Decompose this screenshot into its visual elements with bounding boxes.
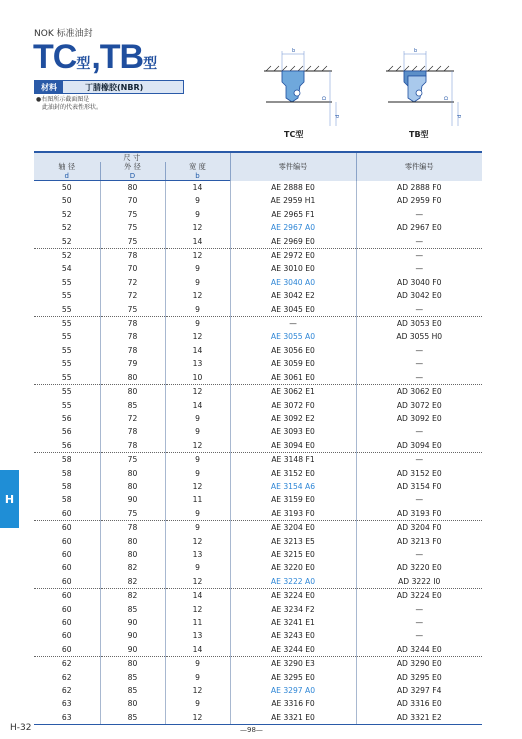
table-row xyxy=(34,575,482,589)
dim-D-label: D xyxy=(444,96,450,100)
cell-part-no-tc: — xyxy=(230,317,356,331)
table-row xyxy=(34,684,482,697)
cell-shaft-dia: 55 xyxy=(61,332,72,342)
cell-part-no-tb: — xyxy=(356,371,482,385)
cell-shaft-dia: 58 xyxy=(61,481,72,491)
cell-shaft-dia: 56 xyxy=(61,440,72,450)
table-row xyxy=(34,535,482,548)
cell-part-no-tb: AD 3297 F4 xyxy=(356,684,482,697)
col-header-width: 宽 度 b xyxy=(165,162,230,181)
cell-outer-dia: 75 xyxy=(100,507,165,521)
cell-part-no-tc: AE 3290 E3 xyxy=(230,657,356,671)
cell-shaft-dia: 58 xyxy=(34,453,100,467)
cell-part-no-tc: AE 3092 E2 xyxy=(230,412,356,425)
cell-part-no-tc: AE 3215 E0 xyxy=(230,548,356,561)
cell-outer-dia: 75 xyxy=(100,208,165,221)
cell-part-no-tb: AD 3321 E2 xyxy=(356,711,482,725)
material-label: 材料 xyxy=(35,81,63,93)
table-row xyxy=(34,629,482,642)
cell-width: 9 xyxy=(165,425,230,438)
cell-part-no-tb: — xyxy=(356,453,482,467)
cell-part-no-tb: AD 3316 E0 xyxy=(356,697,482,710)
cell-outer-dia: 78 xyxy=(100,249,165,263)
cell-outer-dia: 80 xyxy=(100,371,165,385)
cell-width: 12 xyxy=(165,289,230,302)
dim-b-label: b xyxy=(414,48,418,54)
col-header-outer-dia: 外 径 D xyxy=(100,162,165,181)
cell-outer-dia: 80 xyxy=(100,467,165,480)
table-row xyxy=(34,589,482,603)
cell-part-no-tc: AE 3045 E0 xyxy=(230,303,356,317)
cell-part-no-tc: AE 3042 E2 xyxy=(230,289,356,302)
cell-part-no-tc: AE 3094 E0 xyxy=(230,439,356,453)
cell-part-no-tc: AE 2888 E0 xyxy=(230,181,356,195)
table-row xyxy=(34,208,482,221)
section-tab: H xyxy=(0,470,19,528)
table-row xyxy=(34,643,482,657)
cell-part-no-tb: — xyxy=(356,262,482,275)
cell-width: 9 xyxy=(165,208,230,221)
col-header-part-no-tc: 零件编号 xyxy=(230,152,356,181)
note-line: 此油封的代表性形状。 xyxy=(36,104,103,111)
cell-width: 11 xyxy=(165,616,230,629)
cell-width: 12 xyxy=(165,480,230,493)
table-row xyxy=(34,317,482,331)
cell-part-no-tc: AE 3062 E1 xyxy=(230,385,356,399)
cell-shaft-dia: 55 xyxy=(61,372,72,382)
cell-outer-dia: 80 xyxy=(100,480,165,493)
dim-b-label: b xyxy=(292,48,296,54)
cell-part-no-tb: AD 3222 I0 xyxy=(356,575,482,589)
cell-part-no-tb: AD 3042 E0 xyxy=(356,289,482,302)
cell-width: 12 xyxy=(165,249,230,263)
cell-shaft-dia: 55 xyxy=(61,291,72,301)
table-row xyxy=(34,385,482,399)
cell-outer-dia: 90 xyxy=(100,643,165,657)
table-row xyxy=(34,181,482,195)
cell-shaft-dia: 60 xyxy=(61,604,72,614)
table-row xyxy=(34,657,482,671)
table-row xyxy=(34,344,482,357)
cell-outer-dia: 90 xyxy=(100,493,165,506)
cell-shaft-dia: 60 xyxy=(61,644,72,654)
cell-width: 13 xyxy=(165,548,230,561)
cell-part-no-tb: AD 3053 E0 xyxy=(356,317,482,331)
cell-outer-dia: 80 xyxy=(100,181,165,195)
cell-part-no-tc: AE 3244 E0 xyxy=(230,643,356,657)
table-row xyxy=(34,711,482,725)
cell-outer-dia: 70 xyxy=(100,194,165,207)
cell-part-no-tb: — xyxy=(356,425,482,438)
title-part: 型 xyxy=(76,56,91,72)
cell-part-no-tb: AD 3055 H0 xyxy=(356,330,482,343)
cell-outer-dia: 80 xyxy=(100,535,165,548)
cell-part-no-tb: — xyxy=(356,249,482,263)
cell-part-no-tb: AD 3062 E0 xyxy=(356,385,482,399)
cell-width: 12 xyxy=(165,575,230,589)
cell-outer-dia: 90 xyxy=(100,629,165,642)
cell-width: 12 xyxy=(165,535,230,548)
cell-part-no-tc: AE 3234 F2 xyxy=(230,603,356,616)
cell-width: 9 xyxy=(165,303,230,317)
cell-outer-dia: 82 xyxy=(100,561,165,574)
cell-shaft-dia: 52 xyxy=(61,236,72,246)
cell-part-no-tb: — xyxy=(356,344,482,357)
dim-d-label: d xyxy=(335,114,341,118)
cell-part-no-tb: AD 3244 E0 xyxy=(356,643,482,657)
cell-part-no-tc: AE 2967 A0 xyxy=(230,221,356,234)
cell-shaft-dia: 60 xyxy=(61,536,72,546)
cell-part-no-tc: AE 3148 F1 xyxy=(230,453,356,467)
cell-shaft-dia: 52 xyxy=(61,223,72,233)
table-row xyxy=(34,262,482,275)
page-title xyxy=(33,37,158,77)
cell-shaft-dia: 62 xyxy=(61,672,72,682)
cell-outer-dia: 85 xyxy=(100,684,165,697)
title-part: TC xyxy=(33,38,77,76)
cell-part-no-tb: AD 3204 F0 xyxy=(356,521,482,535)
top-label: NOK 标准油封 xyxy=(34,29,93,39)
cell-part-no-tb: AD 3152 E0 xyxy=(356,467,482,480)
cell-width: 9 xyxy=(165,507,230,521)
notes xyxy=(36,96,102,112)
cell-width: 14 xyxy=(165,235,230,249)
cell-outer-dia: 78 xyxy=(100,425,165,438)
cell-shaft-dia: 60 xyxy=(61,631,72,641)
table-row xyxy=(34,235,482,249)
table-row xyxy=(34,371,482,385)
cell-outer-dia: 72 xyxy=(100,289,165,302)
table-row xyxy=(34,439,482,453)
cell-shaft-dia: 63 xyxy=(34,711,100,725)
cell-width: 9 xyxy=(165,453,230,467)
cell-width: 14 xyxy=(165,643,230,657)
cell-shaft-dia: 62 xyxy=(34,657,100,671)
material-value: 丁腈橡胶(NBR) xyxy=(63,81,183,93)
cell-part-no-tb: — xyxy=(356,629,482,642)
cell-shaft-dia: 50 xyxy=(61,196,72,206)
cell-part-no-tb: AD 3290 E0 xyxy=(356,657,482,671)
cell-width: 9 xyxy=(165,521,230,535)
cell-outer-dia: 82 xyxy=(100,575,165,589)
cell-part-no-tb: AD 3213 F0 xyxy=(356,535,482,548)
cell-part-no-tb: — xyxy=(356,548,482,561)
cell-width: 12 xyxy=(165,711,230,725)
cell-part-no-tc: AE 3059 E0 xyxy=(230,357,356,370)
cell-part-no-tc: AE 3224 E0 xyxy=(230,589,356,603)
col-header-part-no-tb: 零件编号 xyxy=(356,152,482,181)
cell-part-no-tc: AE 3010 E0 xyxy=(230,262,356,275)
cell-shaft-dia: 60 xyxy=(61,508,72,518)
cell-outer-dia: 78 xyxy=(100,344,165,357)
cell-part-no-tc: AE 3204 E0 xyxy=(230,521,356,535)
cell-part-no-tb: AD 2959 F0 xyxy=(356,194,482,207)
cell-outer-dia: 78 xyxy=(100,521,165,535)
col-header-shaft-dia: 轴 径 d xyxy=(34,162,100,181)
cell-shaft-dia: 63 xyxy=(61,699,72,709)
cell-outer-dia: 79 xyxy=(100,357,165,370)
cell-outer-dia: 82 xyxy=(100,589,165,603)
cell-outer-dia: 85 xyxy=(100,671,165,684)
cell-part-no-tc: AE 3056 E0 xyxy=(230,344,356,357)
table-row xyxy=(34,561,482,574)
table-row xyxy=(34,480,482,493)
cell-outer-dia: 75 xyxy=(100,235,165,249)
cell-width: 10 xyxy=(165,371,230,385)
cell-width: 9 xyxy=(165,561,230,574)
cell-part-no-tb: AD 3092 E0 xyxy=(356,412,482,425)
table-row xyxy=(34,425,482,438)
table-row xyxy=(34,221,482,234)
cell-width: 12 xyxy=(165,684,230,697)
table-row xyxy=(34,603,482,616)
cell-shaft-dia: 55 xyxy=(34,317,100,331)
cell-width: 13 xyxy=(165,629,230,642)
cell-part-no-tc: AE 3072 F0 xyxy=(230,399,356,412)
tb-cross-section-figure xyxy=(384,46,464,126)
cell-shaft-dia: 55 xyxy=(61,359,72,369)
cell-part-no-tb: AD 3193 F0 xyxy=(356,507,482,521)
dim-d-label: d xyxy=(457,114,463,118)
cell-outer-dia: 85 xyxy=(100,711,165,725)
page-number-left: H-32 xyxy=(10,723,32,733)
cell-width: 9 xyxy=(165,697,230,710)
cell-part-no-tb: AD 3220 E0 xyxy=(356,561,482,574)
cell-outer-dia: 75 xyxy=(100,221,165,234)
cell-width: 9 xyxy=(165,262,230,275)
table-row xyxy=(34,697,482,710)
cell-width: 9 xyxy=(165,276,230,289)
page-number-center: —98— xyxy=(240,726,263,734)
cell-part-no-tc: AE 2959 H1 xyxy=(230,194,356,207)
cell-part-no-tc: AE 3321 E0 xyxy=(230,711,356,725)
table-row xyxy=(34,330,482,343)
cell-part-no-tc: AE 3213 E5 xyxy=(230,535,356,548)
cell-width: 9 xyxy=(165,194,230,207)
title-part: 型 xyxy=(143,56,158,72)
table-row xyxy=(34,194,482,207)
cell-shaft-dia: 55 xyxy=(61,304,72,314)
cell-width: 12 xyxy=(165,221,230,234)
cell-part-no-tb: — xyxy=(356,208,482,221)
cell-part-no-tc: AE 3061 E0 xyxy=(230,371,356,385)
cell-width: 12 xyxy=(165,330,230,343)
cell-width: 14 xyxy=(165,181,230,195)
table-row xyxy=(34,453,482,467)
cell-width: 9 xyxy=(165,671,230,684)
cell-width: 9 xyxy=(165,412,230,425)
cell-shaft-dia: 56 xyxy=(61,427,72,437)
cell-shaft-dia: 50 xyxy=(61,183,72,192)
cell-part-no-tc: AE 3316 F0 xyxy=(230,697,356,710)
cell-part-no-tb: AD 3094 E0 xyxy=(356,439,482,453)
cell-part-no-tb: AD 3072 E0 xyxy=(356,399,482,412)
cell-width: 14 xyxy=(165,589,230,603)
cell-part-no-tb: AD 3295 E0 xyxy=(356,671,482,684)
cell-width: 14 xyxy=(165,399,230,412)
cell-part-no-tb: — xyxy=(356,303,482,317)
cell-width: 12 xyxy=(165,385,230,399)
cell-part-no-tb: — xyxy=(356,493,482,506)
cell-part-no-tc: AE 3241 E1 xyxy=(230,616,356,629)
cell-outer-dia: 90 xyxy=(100,616,165,629)
cell-part-no-tb: AD 2888 F0 xyxy=(356,181,482,195)
cell-shaft-dia: 55 xyxy=(34,385,100,399)
cell-outer-dia: 85 xyxy=(100,399,165,412)
cell-shaft-dia: 60 xyxy=(61,576,72,586)
cell-outer-dia: 72 xyxy=(100,276,165,289)
cell-width: 14 xyxy=(165,344,230,357)
cell-outer-dia: 78 xyxy=(100,330,165,343)
cell-outer-dia: 70 xyxy=(100,262,165,275)
table-row xyxy=(34,412,482,425)
cell-width: 11 xyxy=(165,493,230,506)
cell-part-no-tc: AE 3152 E0 xyxy=(230,467,356,480)
cell-part-no-tc: AE 3055 A0 xyxy=(230,330,356,343)
table-row xyxy=(34,616,482,629)
title-part: TB xyxy=(99,38,144,76)
cell-shaft-dia: 55 xyxy=(61,400,72,410)
cell-shaft-dia: 60 xyxy=(61,563,72,573)
cell-outer-dia: 80 xyxy=(100,657,165,671)
parts-table xyxy=(34,151,482,725)
cell-outer-dia: 85 xyxy=(100,603,165,616)
cell-width: 9 xyxy=(165,467,230,480)
cell-outer-dia: 78 xyxy=(100,439,165,453)
cell-part-no-tc: AE 2969 E0 xyxy=(230,235,356,249)
cell-outer-dia: 80 xyxy=(100,697,165,710)
cell-shaft-dia: 60 xyxy=(34,589,100,603)
table-row xyxy=(34,467,482,480)
table-row xyxy=(34,507,482,521)
table-row xyxy=(34,276,482,289)
cell-shaft-dia: 58 xyxy=(61,495,72,505)
tc-cross-section-figure xyxy=(262,46,342,126)
cell-part-no-tc: AE 2972 E0 xyxy=(230,249,356,263)
material-box xyxy=(34,80,184,94)
tc-figure-label: TC型 xyxy=(284,130,304,139)
note-line: ●右图所示截面图是 xyxy=(36,96,90,103)
cell-width: 13 xyxy=(165,357,230,370)
table-row xyxy=(34,521,482,535)
cell-shaft-dia: 60 xyxy=(61,618,72,627)
cell-part-no-tb: — xyxy=(356,235,482,249)
table-row xyxy=(34,671,482,684)
table-row xyxy=(34,357,482,370)
cell-shaft-dia: 62 xyxy=(61,686,72,696)
cell-shaft-dia: 55 xyxy=(61,277,72,287)
cell-outer-dia: 75 xyxy=(100,453,165,467)
cell-outer-dia: 78 xyxy=(100,317,165,331)
cell-part-no-tc: AE 3220 E0 xyxy=(230,561,356,574)
cell-width: 12 xyxy=(165,603,230,616)
cell-part-no-tc: AE 3222 A0 xyxy=(230,575,356,589)
cell-part-no-tb: AD 3224 E0 xyxy=(356,589,482,603)
cell-part-no-tc: AE 3295 E0 xyxy=(230,671,356,684)
cell-shaft-dia: 54 xyxy=(61,264,72,274)
cell-part-no-tc: AE 3093 E0 xyxy=(230,425,356,438)
cell-part-no-tc: AE 3040 A0 xyxy=(230,276,356,289)
cell-outer-dia: 80 xyxy=(100,385,165,399)
cell-part-no-tc: AE 3159 E0 xyxy=(230,493,356,506)
cell-shaft-dia: 60 xyxy=(61,549,72,559)
cell-part-no-tb: AD 2967 E0 xyxy=(356,221,482,234)
tb-figure-label: TB型 xyxy=(409,130,429,139)
cell-part-no-tc: AE 3243 E0 xyxy=(230,629,356,642)
table-row xyxy=(34,399,482,412)
cell-shaft-dia: 60 xyxy=(34,521,100,535)
table-row xyxy=(34,548,482,561)
size-group-header: 尺 寸 xyxy=(34,152,230,162)
cell-outer-dia: 80 xyxy=(100,548,165,561)
cell-part-no-tc: AE 2965 F1 xyxy=(230,208,356,221)
title-part: , xyxy=(91,38,100,76)
cell-part-no-tb: — xyxy=(356,616,482,629)
table-row xyxy=(34,249,482,263)
cell-part-no-tc: AE 3193 F0 xyxy=(230,507,356,521)
cell-part-no-tb: AD 3154 F0 xyxy=(356,480,482,493)
cell-part-no-tb: AD 3040 F0 xyxy=(356,276,482,289)
cell-part-no-tb: — xyxy=(356,357,482,370)
cell-shaft-dia: 55 xyxy=(61,345,72,355)
cell-shaft-dia: 52 xyxy=(34,249,100,263)
cell-outer-dia: 72 xyxy=(100,412,165,425)
table-row xyxy=(34,493,482,506)
cell-shaft-dia: 52 xyxy=(61,209,72,219)
cell-width: 9 xyxy=(165,657,230,671)
cell-shaft-dia: 58 xyxy=(61,468,72,478)
cell-part-no-tc: AE 3154 A6 xyxy=(230,480,356,493)
dim-D-label: D xyxy=(322,96,328,100)
cell-outer-dia: 75 xyxy=(100,303,165,317)
table-row xyxy=(34,303,482,317)
cell-part-no-tb: — xyxy=(356,603,482,616)
cell-shaft-dia: 56 xyxy=(61,413,72,423)
cell-width: 12 xyxy=(165,439,230,453)
table-row xyxy=(34,289,482,302)
cell-part-no-tc: AE 3297 A0 xyxy=(230,684,356,697)
cell-width: 9 xyxy=(165,317,230,331)
